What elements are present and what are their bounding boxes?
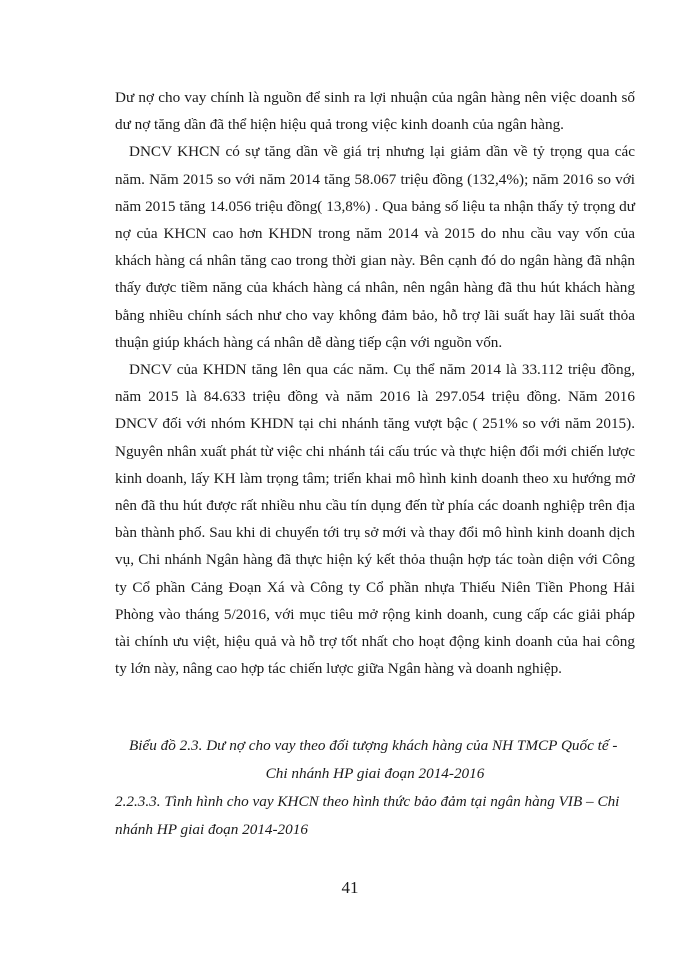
paragraph-intro: Dư nợ cho vay chính là nguồn để sinh ra lợi nhuận của ngân hàng nên việc doanh số dư nợ tăng dần đã thể hiện hiệu quả trong việc kinh doanh của ngân hàng. bbox=[115, 89, 635, 134]
section-heading-line-2: nhánh HP giai đoạn 2014-2016 bbox=[115, 821, 308, 838]
paragraph-khdn: DNCV của KHDN tăng lên qua các năm. Cụ thể năm 2014 là 33.112 triệu đồng, năm 2015 là 84.633 triệu đồng và năm 2016 là 297.054 triệu đồng. Năm 2016 DNCV đối với nhóm KHDN tại chi nhánh tăng vượt bậc ( 251% so với năm 2015). Nguyên nhân xuất phát từ việc chi nhánh tái cấu trúc và thực hiện đổi mới chiến lược kinh doanh, lấy KH làm trọng tâm; triển khai mô hình kinh doanh theo xu hướng mở nên đã thu hút được rất nhiều nhu cầu tín dụng đến từ phía các doanh nghiệp trên địa bàn thành phố. Sau khi di chuyển tới trụ sở mới và thay đổi mô hình kinh doanh dịch vụ, Chi nhánh Ngân hàng đã thực hiện ký kết thỏa thuận hợp tác toàn diện với Công ty Cổ phần Cảng Đoạn Xá và Công ty Cổ phần nhựa Thiếu Niên Tiền Phong Hải Phòng vào tháng 5/2016, với mục tiêu mở rộng kinh doanh, cung cấp các giải pháp tài chính ưu việt, hiệu quả và hỗ trợ tốt nhất cho hoạt động kinh doanh của hai công ty lớn này, nâng cao hợp tác chiến lược giữa Ngân hàng và doanh nghiệp. bbox=[115, 361, 635, 678]
chart-caption-line-1: Biểu đồ 2.3. Dư nợ cho vay theo đối tượng khách hàng của NH TMCP Quốc tế - bbox=[129, 737, 618, 754]
section-heading-line-1: 2.2.3.3. Tình hình cho vay KHCN theo hình thức bảo đảm tại ngân hàng VIB – Chi bbox=[115, 793, 620, 810]
paragraph-khcn: DNCV KHCN có sự tăng dần về giá trị nhưng lại giảm dần về tỷ trọng qua các năm. Năm 2015 so với năm 2014 tăng 58.067 triệu đồng (132,4%); năm 2016 so với năm 2015 tăng 14.056 triệu đồng( 13,8%) . Qua bảng số liệu ta nhận thấy tỷ trọng dư nợ của KHCN cao hơn KHDN trong năm 2014 và 2015 do nhu cầu vay vốn của khách hàng cá nhân tăng cao trong thời gian này. Bên cạnh đó do ngân hàng đã nhận thấy được tiềm năng của khách hàng cá nhân, nên ngân hàng đã thu hút khách hàng bằng nhiều chính sách như cho vay không đảm bảo, hỗ trợ lãi suất hay lãi suất thỏa thuận giúp khách hàng cá nhân dễ dàng tiếp cận với nguồn vốn. bbox=[115, 143, 635, 351]
body-text bbox=[115, 84, 635, 682]
page-number: 41 bbox=[341, 878, 359, 897]
chart-caption-line-2: Chi nhánh HP giai đoạn 2014-2016 bbox=[265, 765, 485, 782]
